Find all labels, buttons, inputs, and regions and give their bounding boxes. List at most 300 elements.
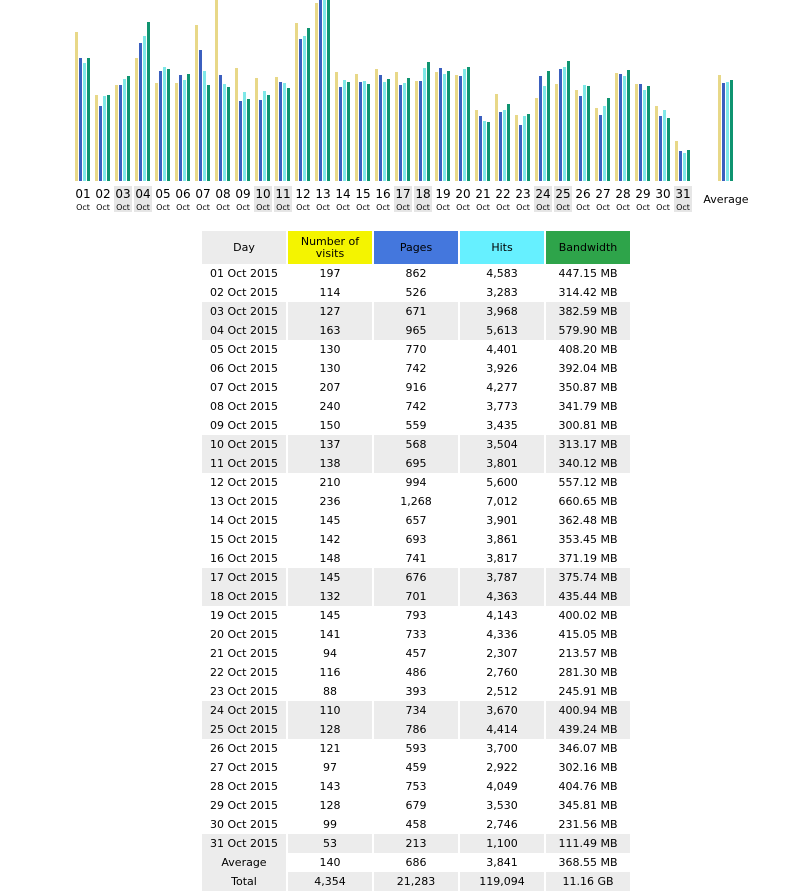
tick-label: 18 bbox=[415, 187, 431, 201]
tick-sublabel: Oct bbox=[196, 203, 210, 212]
bar-hits bbox=[483, 121, 486, 181]
table-row bbox=[202, 283, 630, 302]
bar-bandwidth bbox=[167, 69, 170, 181]
average-hits: 3,841 bbox=[459, 853, 545, 872]
table-row bbox=[202, 606, 630, 625]
cell-day: 22 Oct 2015 bbox=[209, 666, 278, 679]
cell-pages: 793 bbox=[373, 606, 459, 625]
bar-hits bbox=[383, 82, 386, 181]
cell-pages: 734 bbox=[373, 701, 459, 720]
cell-bandwidth: 281.30 MB bbox=[545, 663, 630, 682]
cell-pages: 458 bbox=[373, 815, 459, 834]
table-body bbox=[202, 264, 630, 853]
cell-bandwidth: 415.05 MB bbox=[545, 625, 630, 644]
table-row bbox=[202, 777, 630, 796]
bar-pages bbox=[439, 68, 442, 181]
bar-pages bbox=[399, 85, 402, 181]
cell-visits: 99 bbox=[287, 815, 373, 834]
cell-visits: 163 bbox=[287, 321, 373, 340]
cell-day: 01 Oct 2015 bbox=[209, 267, 278, 280]
table-row bbox=[202, 530, 630, 549]
cell-visits: 97 bbox=[287, 758, 373, 777]
total-visits: 4,354 bbox=[287, 872, 373, 891]
cell-pages: 701 bbox=[373, 587, 459, 606]
cell-bandwidth: 313.17 MB bbox=[545, 435, 630, 454]
bar-pages bbox=[639, 84, 642, 181]
tick-label: 22 bbox=[495, 187, 511, 201]
tick-sublabel: Oct bbox=[336, 203, 350, 212]
cell-bandwidth: 392.04 MB bbox=[545, 359, 630, 378]
bar-hits bbox=[543, 86, 546, 181]
cell-hits: 2,307 bbox=[459, 644, 545, 663]
bar-bandwidth bbox=[367, 84, 370, 181]
bar-number-of-visits bbox=[355, 74, 358, 181]
cell-hits: 4,277 bbox=[459, 378, 545, 397]
table-row bbox=[202, 549, 630, 568]
cell-day: 12 Oct 2015 bbox=[209, 476, 278, 489]
tick-label: 13 bbox=[315, 187, 331, 201]
cell-hits: 1,100 bbox=[459, 834, 545, 853]
bar-number-of-visits bbox=[555, 84, 558, 181]
bar-number-of-visits bbox=[335, 72, 338, 181]
cell-pages: 786 bbox=[373, 720, 459, 739]
cell-day: 28 Oct 2015 bbox=[209, 780, 278, 793]
table-row bbox=[202, 720, 630, 739]
table-header-row bbox=[202, 231, 630, 264]
header-bandwidth: Bandwidth bbox=[545, 231, 630, 264]
bar-hits bbox=[623, 76, 626, 181]
tick-sublabel: Oct bbox=[256, 203, 270, 212]
total-pages: 21,283 bbox=[373, 872, 459, 891]
cell-day: 17 Oct 2015 bbox=[202, 568, 287, 587]
table-row bbox=[202, 416, 630, 435]
bar-number-of-visits bbox=[455, 75, 458, 181]
cell-day: 09 Oct 2015 bbox=[209, 419, 278, 432]
header-pages: Pages bbox=[373, 231, 459, 264]
table-row bbox=[202, 454, 630, 473]
cell-visits: 150 bbox=[287, 416, 373, 435]
bar-number-of-visits bbox=[215, 0, 218, 181]
bar-pages bbox=[539, 76, 542, 181]
cell-visits: 127 bbox=[287, 302, 373, 321]
bar-number-of-visits bbox=[315, 3, 318, 181]
average-pages: 686 bbox=[373, 853, 459, 872]
bar-number-of-visits bbox=[375, 69, 378, 181]
cell-pages: 676 bbox=[373, 568, 459, 587]
table-row bbox=[202, 473, 630, 492]
table-row bbox=[202, 492, 630, 511]
average-label: Average bbox=[202, 853, 287, 872]
cell-hits: 4,414 bbox=[459, 720, 545, 739]
tick-sublabel: Oct bbox=[456, 203, 470, 212]
daily-stats-chart bbox=[0, 0, 801, 222]
cell-bandwidth: 340.12 MB bbox=[545, 454, 630, 473]
bar-number-of-visits bbox=[535, 98, 538, 181]
tick-sublabel: Oct bbox=[316, 203, 330, 212]
tick-sublabel: Oct bbox=[616, 203, 630, 212]
bar-pages bbox=[139, 43, 142, 181]
cell-hits: 5,613 bbox=[459, 321, 545, 340]
tick-sublabel: Oct bbox=[276, 203, 290, 212]
cell-visits: 145 bbox=[287, 511, 373, 530]
bar-hits bbox=[503, 110, 506, 181]
tick-sublabel: Oct bbox=[556, 203, 570, 212]
bar-pages bbox=[319, 0, 322, 181]
table-row bbox=[202, 625, 630, 644]
cell-bandwidth: 447.15 MB bbox=[545, 264, 630, 283]
bar-bandwidth bbox=[427, 62, 430, 181]
tick-sublabel: Oct bbox=[116, 203, 130, 212]
bar-hits bbox=[523, 116, 526, 181]
cell-bandwidth: 579.90 MB bbox=[545, 321, 630, 340]
bar-bandwidth bbox=[387, 79, 390, 181]
tick-sublabel: Oct bbox=[356, 203, 370, 212]
bar-number-of-visits bbox=[115, 85, 118, 181]
cell-pages: 965 bbox=[373, 321, 459, 340]
bar-pages bbox=[179, 75, 182, 181]
cell-bandwidth: 350.87 MB bbox=[545, 378, 630, 397]
cell-pages: 671 bbox=[373, 302, 459, 321]
bar-number-of-visits bbox=[295, 23, 298, 181]
tick-label: 19 bbox=[435, 187, 451, 201]
table-row bbox=[202, 644, 630, 663]
tick-sublabel: Oct bbox=[496, 203, 510, 212]
cell-day: 03 Oct 2015 bbox=[202, 302, 287, 321]
bar-number-of-visits bbox=[135, 58, 138, 181]
bar-bandwidth bbox=[507, 104, 510, 181]
bar-pages bbox=[199, 50, 202, 181]
cell-pages: 741 bbox=[373, 549, 459, 568]
cell-day: 10 Oct 2015 bbox=[202, 435, 287, 454]
cell-bandwidth: 439.24 MB bbox=[545, 720, 630, 739]
cell-day: 15 Oct 2015 bbox=[209, 533, 278, 546]
cell-pages: 486 bbox=[373, 663, 459, 682]
cell-visits: 240 bbox=[287, 397, 373, 416]
cell-bandwidth: 400.94 MB bbox=[545, 701, 630, 720]
bar-bandwidth bbox=[87, 58, 90, 181]
cell-pages: 742 bbox=[373, 397, 459, 416]
tick-sublabel: Oct bbox=[236, 203, 250, 212]
bar-hits bbox=[583, 85, 586, 181]
total-bandwidth: 11.16 GB bbox=[545, 872, 630, 891]
cell-pages: 213 bbox=[373, 834, 459, 853]
cell-hits: 4,401 bbox=[459, 340, 545, 359]
cell-hits: 4,363 bbox=[459, 587, 545, 606]
bar-pages bbox=[599, 115, 602, 181]
cell-day: 31 Oct 2015 bbox=[202, 834, 287, 853]
cell-pages: 753 bbox=[373, 777, 459, 796]
cell-visits: 143 bbox=[287, 777, 373, 796]
cell-pages: 526 bbox=[373, 283, 459, 302]
cell-visits: 236 bbox=[287, 492, 373, 511]
cell-hits: 2,746 bbox=[459, 815, 545, 834]
bar-pages bbox=[259, 100, 262, 181]
bar-hits bbox=[223, 84, 226, 181]
tick-label: 14 bbox=[335, 187, 351, 201]
cell-hits: 4,143 bbox=[459, 606, 545, 625]
cell-bandwidth: 341.79 MB bbox=[545, 397, 630, 416]
tick-label: 23 bbox=[515, 187, 531, 201]
bar-pages bbox=[239, 101, 242, 181]
bar-number-of-visits bbox=[475, 110, 478, 181]
cell-pages: 679 bbox=[373, 796, 459, 815]
bar-number-of-visits bbox=[495, 94, 498, 181]
bar-number-of-visits bbox=[75, 32, 78, 181]
cell-day: 29 Oct 2015 bbox=[209, 799, 278, 812]
cell-pages: 742 bbox=[373, 359, 459, 378]
bar-bandwidth bbox=[307, 28, 310, 181]
cell-hits: 4,336 bbox=[459, 625, 545, 644]
bar-bandwidth bbox=[347, 82, 350, 181]
average-visits: 140 bbox=[287, 853, 373, 872]
bar-number-of-visits bbox=[235, 68, 238, 181]
cell-hits: 3,670 bbox=[459, 701, 545, 720]
bar-bandwidth bbox=[447, 71, 450, 181]
bar-bandwidth bbox=[287, 88, 290, 181]
tick-label: 17 bbox=[395, 187, 411, 201]
cell-pages: 393 bbox=[373, 682, 459, 701]
cell-pages: 695 bbox=[373, 454, 459, 473]
table-row bbox=[202, 340, 630, 359]
tick-sublabel: Oct bbox=[176, 203, 190, 212]
tick-sublabel: Oct bbox=[436, 203, 450, 212]
cell-bandwidth: 408.20 MB bbox=[545, 340, 630, 359]
header-hits: Hits bbox=[459, 231, 545, 264]
bar-number-of-visits bbox=[595, 108, 598, 181]
cell-day: 27 Oct 2015 bbox=[209, 761, 278, 774]
tick-sublabel: Oct bbox=[376, 203, 390, 212]
cell-bandwidth: 400.02 MB bbox=[545, 606, 630, 625]
bar-hits bbox=[403, 83, 406, 181]
bar-pages bbox=[419, 81, 422, 181]
cell-day: 08 Oct 2015 bbox=[209, 400, 278, 413]
bar-hits bbox=[603, 106, 606, 181]
tick-label: 07 bbox=[195, 187, 211, 201]
cell-bandwidth: 404.76 MB bbox=[545, 777, 630, 796]
cell-hits: 2,922 bbox=[459, 758, 545, 777]
tick-sublabel: Oct bbox=[136, 203, 150, 212]
table-row bbox=[202, 359, 630, 378]
cell-day: 18 Oct 2015 bbox=[202, 587, 287, 606]
bar-hits bbox=[263, 91, 266, 181]
table-row bbox=[202, 834, 630, 853]
tick-label: 06 bbox=[175, 187, 191, 201]
cell-bandwidth: 314.42 MB bbox=[545, 283, 630, 302]
bar-bandwidth bbox=[327, 0, 330, 181]
tick-sublabel: Oct bbox=[156, 203, 170, 212]
cell-hits: 2,512 bbox=[459, 682, 545, 701]
tick-sublabel: Oct bbox=[216, 203, 230, 212]
bar-hits bbox=[443, 74, 446, 181]
tick-sublabel: Oct bbox=[516, 203, 530, 212]
bar-pages bbox=[479, 116, 482, 181]
table-row bbox=[202, 568, 630, 587]
bar-bandwidth bbox=[267, 95, 270, 181]
cell-hits: 3,700 bbox=[459, 739, 545, 758]
cell-visits: 145 bbox=[287, 606, 373, 625]
tick-label: 16 bbox=[375, 187, 391, 201]
total-row bbox=[202, 872, 630, 891]
cell-hits: 4,049 bbox=[459, 777, 545, 796]
cell-visits: 114 bbox=[287, 283, 373, 302]
bar-bandwidth bbox=[687, 150, 690, 181]
bar-number-of-visits bbox=[575, 90, 578, 181]
table-row bbox=[202, 264, 630, 283]
tick-sublabel: Oct bbox=[396, 203, 410, 212]
tick-label: 30 bbox=[655, 187, 671, 201]
bar-pages bbox=[79, 58, 82, 181]
cell-visits: 141 bbox=[287, 625, 373, 644]
cell-hits: 3,968 bbox=[459, 302, 545, 321]
table-row bbox=[202, 397, 630, 416]
bar-hits bbox=[663, 110, 666, 181]
cell-pages: 770 bbox=[373, 340, 459, 359]
bar-average-hits bbox=[726, 82, 729, 181]
cell-pages: 693 bbox=[373, 530, 459, 549]
bar-number-of-visits bbox=[515, 115, 518, 181]
cell-bandwidth: 346.07 MB bbox=[545, 739, 630, 758]
bar-hits bbox=[683, 153, 686, 181]
cell-day: 16 Oct 2015 bbox=[209, 552, 278, 565]
bar-bandwidth bbox=[487, 122, 490, 181]
daily-stats-table bbox=[202, 231, 630, 891]
bar-pages bbox=[339, 87, 342, 181]
bar-number-of-visits bbox=[615, 73, 618, 181]
cell-pages: 593 bbox=[373, 739, 459, 758]
table-row bbox=[202, 302, 630, 321]
bar-pages bbox=[279, 82, 282, 181]
bar-number-of-visits bbox=[675, 141, 678, 181]
bar-hits bbox=[643, 90, 646, 181]
cell-bandwidth: 382.59 MB bbox=[545, 302, 630, 321]
table-row bbox=[202, 663, 630, 682]
cell-bandwidth: 111.49 MB bbox=[545, 834, 630, 853]
cell-bandwidth: 371.19 MB bbox=[545, 549, 630, 568]
cell-hits: 3,901 bbox=[459, 511, 545, 530]
bar-pages bbox=[519, 125, 522, 181]
tick-label: 20 bbox=[455, 187, 471, 201]
bar-bandwidth bbox=[627, 70, 630, 181]
tick-label: 15 bbox=[355, 187, 371, 201]
bar-hits bbox=[103, 96, 106, 181]
cell-hits: 3,504 bbox=[459, 435, 545, 454]
bar-hits bbox=[423, 68, 426, 181]
tick-sublabel: Oct bbox=[536, 203, 550, 212]
tick-sublabel: Oct bbox=[656, 203, 670, 212]
tick-sublabel: Oct bbox=[576, 203, 590, 212]
header-visits: Number of visits bbox=[287, 231, 373, 264]
bar-number-of-visits bbox=[395, 72, 398, 181]
bar-pages bbox=[679, 151, 682, 181]
cell-day: 30 Oct 2015 bbox=[209, 818, 278, 831]
bar-bandwidth bbox=[207, 85, 210, 181]
tick-label: 01 bbox=[75, 187, 91, 201]
bar-hits bbox=[463, 69, 466, 181]
cell-bandwidth: 375.74 MB bbox=[545, 568, 630, 587]
bar-number-of-visits bbox=[655, 106, 658, 181]
bar-hits bbox=[183, 80, 186, 181]
bar-hits bbox=[163, 67, 166, 181]
cell-visits: 210 bbox=[287, 473, 373, 492]
cell-hits: 3,801 bbox=[459, 454, 545, 473]
cell-pages: 733 bbox=[373, 625, 459, 644]
tick-sublabel: Oct bbox=[476, 203, 490, 212]
cell-visits: 110 bbox=[287, 701, 373, 720]
tick-sublabel: Oct bbox=[96, 203, 110, 212]
bar-hits bbox=[143, 36, 146, 181]
cell-day: 13 Oct 2015 bbox=[209, 495, 278, 508]
table-row bbox=[202, 796, 630, 815]
bar-bandwidth bbox=[587, 86, 590, 181]
table-row bbox=[202, 758, 630, 777]
cell-hits: 2,760 bbox=[459, 663, 545, 682]
bar-bandwidth bbox=[247, 99, 250, 181]
cell-visits: 142 bbox=[287, 530, 373, 549]
cell-day: 19 Oct 2015 bbox=[209, 609, 278, 622]
tick-label: 31 bbox=[675, 187, 691, 201]
table-row bbox=[202, 321, 630, 340]
bar-number-of-visits bbox=[175, 83, 178, 181]
cell-pages: 994 bbox=[373, 473, 459, 492]
bar-hits bbox=[303, 36, 306, 181]
tick-label: 05 bbox=[155, 187, 171, 201]
cell-hits: 7,012 bbox=[459, 492, 545, 511]
bar-bandwidth bbox=[407, 78, 410, 181]
cell-pages: 657 bbox=[373, 511, 459, 530]
cell-visits: 128 bbox=[287, 720, 373, 739]
cell-day: 02 Oct 2015 bbox=[209, 286, 278, 299]
cell-bandwidth: 213.57 MB bbox=[545, 644, 630, 663]
bar-bandwidth bbox=[127, 76, 130, 181]
cell-visits: 128 bbox=[287, 796, 373, 815]
cell-visits: 137 bbox=[287, 435, 373, 454]
bar-pages bbox=[559, 69, 562, 181]
bar-number-of-visits bbox=[415, 81, 418, 181]
cell-visits: 94 bbox=[287, 644, 373, 663]
table-row bbox=[202, 378, 630, 397]
tick-label: 28 bbox=[615, 187, 631, 201]
tick-sublabel: Oct bbox=[416, 203, 430, 212]
bar-pages bbox=[219, 75, 222, 181]
table-row bbox=[202, 587, 630, 606]
table-row bbox=[202, 739, 630, 758]
cell-hits: 3,435 bbox=[459, 416, 545, 435]
cell-bandwidth: 300.81 MB bbox=[545, 416, 630, 435]
tick-label: 03 bbox=[115, 187, 131, 201]
bar-bandwidth bbox=[567, 61, 570, 181]
cell-visits: 130 bbox=[287, 359, 373, 378]
bar-hits bbox=[343, 80, 346, 181]
cell-visits: 53 bbox=[287, 834, 373, 853]
tick-label: 29 bbox=[635, 187, 651, 201]
cell-day: 26 Oct 2015 bbox=[209, 742, 278, 755]
bar-number-of-visits bbox=[155, 83, 158, 181]
tick-sublabel: Oct bbox=[76, 203, 90, 212]
bar-pages bbox=[579, 96, 582, 181]
cell-day: 20 Oct 2015 bbox=[209, 628, 278, 641]
bar-hits bbox=[123, 79, 126, 181]
tick-label: 04 bbox=[135, 187, 151, 201]
cell-bandwidth: 345.81 MB bbox=[545, 796, 630, 815]
average-bandwidth: 368.55 MB bbox=[545, 853, 630, 872]
bar-number-of-visits bbox=[195, 25, 198, 181]
cell-visits: 132 bbox=[287, 587, 373, 606]
tick-label: 12 bbox=[295, 187, 311, 201]
table-row bbox=[202, 701, 630, 720]
cell-hits: 5,600 bbox=[459, 473, 545, 492]
cell-hits: 3,787 bbox=[459, 568, 545, 587]
cell-day: 07 Oct 2015 bbox=[209, 381, 278, 394]
